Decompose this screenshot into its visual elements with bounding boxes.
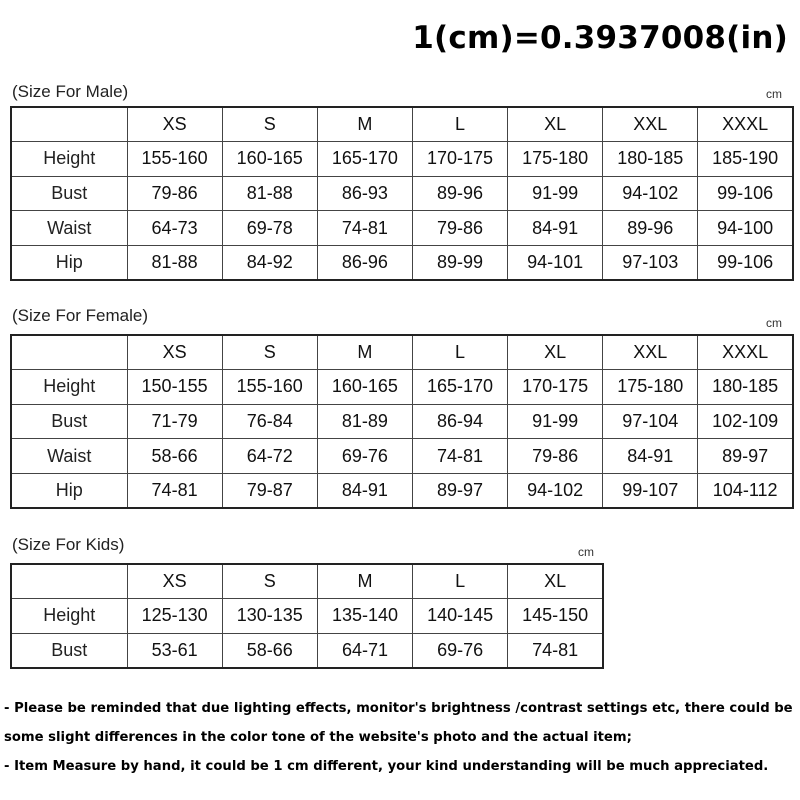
size-header-cell: XXXL — [698, 107, 793, 142]
size-header-cell: L — [412, 107, 507, 142]
size-header-cell: XL — [508, 335, 603, 370]
measurement-value-cell: 86-96 — [317, 245, 412, 280]
measurement-label-cell: Bust — [11, 633, 127, 668]
measurement-value-cell: 125-130 — [127, 599, 222, 634]
measurement-value-cell: 99-107 — [603, 473, 698, 508]
measurement-value-cell: 79-86 — [127, 176, 222, 211]
measurement-value-cell: 94-102 — [508, 473, 603, 508]
male-size-table — [10, 106, 794, 281]
measurement-value-cell: 94-101 — [508, 245, 603, 280]
measurement-value-cell: 81-89 — [317, 404, 412, 439]
size-header-cell: L — [412, 335, 507, 370]
measurement-value-cell: 81-88 — [127, 245, 222, 280]
kids-size-table — [10, 563, 604, 669]
size-header-cell: M — [317, 335, 412, 370]
female-section-title: (Size For Female) — [12, 306, 149, 325]
measurement-value-cell: 150-155 — [127, 370, 222, 405]
measurement-value-cell: 74-81 — [317, 211, 412, 246]
measurement-value-cell: 102-109 — [698, 404, 793, 439]
measurement-value-cell: 79-86 — [412, 211, 507, 246]
measurement-value-cell: 84-92 — [222, 245, 317, 280]
measurement-value-cell: 130-135 — [222, 599, 317, 634]
measurement-value-cell: 165-170 — [412, 370, 507, 405]
measurement-value-cell: 71-79 — [127, 404, 222, 439]
measurement-value-cell: 64-71 — [317, 633, 412, 668]
measurement-value-cell: 99-106 — [698, 245, 793, 280]
size-header-cell: XXXL — [698, 335, 793, 370]
measurement-value-cell: 175-180 — [508, 142, 603, 177]
table-row — [11, 599, 603, 634]
female-size-table — [10, 334, 794, 509]
size-header-cell: M — [317, 107, 412, 142]
measurement-label-cell: Height — [11, 370, 127, 405]
measurement-value-cell: 74-81 — [508, 633, 603, 668]
measurement-value-cell: 91-99 — [508, 176, 603, 211]
measurement-value-cell: 84-91 — [317, 473, 412, 508]
measurement-value-cell: 140-145 — [413, 599, 508, 634]
size-header-cell: L — [413, 564, 508, 599]
female-unit-label: cm — [766, 316, 782, 330]
measurement-label-cell: Waist — [11, 211, 127, 246]
measurement-value-cell: 160-165 — [317, 370, 412, 405]
measurement-value-cell: 69-76 — [317, 439, 412, 474]
size-header-cell: XXL — [603, 107, 698, 142]
measurement-value-cell: 145-150 — [508, 599, 603, 634]
table-row — [11, 211, 793, 246]
measurement-value-cell: 89-96 — [412, 176, 507, 211]
measurement-label-cell: Height — [11, 142, 127, 177]
measurement-value-cell: 97-103 — [603, 245, 698, 280]
table-row — [11, 370, 793, 405]
size-header-cell: S — [222, 335, 317, 370]
measurement-label-cell: Waist — [11, 439, 127, 474]
size-header-cell: S — [222, 107, 317, 142]
measurement-value-cell: 84-91 — [603, 439, 698, 474]
measurement-value-cell: 81-88 — [222, 176, 317, 211]
measurement-value-cell: 64-72 — [222, 439, 317, 474]
measurement-label-cell: Height — [11, 599, 127, 634]
measurement-value-cell: 170-175 — [412, 142, 507, 177]
table-row — [11, 404, 793, 439]
measurement-value-cell: 180-185 — [603, 142, 698, 177]
table-header-row — [11, 335, 793, 370]
table-row — [11, 142, 793, 177]
size-header-cell: XS — [127, 335, 222, 370]
measurement-value-cell: 69-78 — [222, 211, 317, 246]
note-line: some slight differences in the color tone of the website's photo and the actual item; — [4, 730, 632, 745]
measurement-value-cell: 53-61 — [127, 633, 222, 668]
measurement-value-cell: 94-102 — [603, 176, 698, 211]
table-row — [11, 176, 793, 211]
measurement-value-cell: 155-160 — [127, 142, 222, 177]
measurement-value-cell: 58-66 — [127, 439, 222, 474]
note-line: - Please be reminded that due lighting effects, monitor's brightness /contrast settings etc, there could be — [4, 701, 793, 716]
measurement-label-cell: Bust — [11, 404, 127, 439]
corner-cell — [11, 564, 127, 599]
measurement-value-cell: 76-84 — [222, 404, 317, 439]
measurement-value-cell: 89-99 — [412, 245, 507, 280]
measurement-value-cell: 89-97 — [698, 439, 793, 474]
table-row — [11, 245, 793, 280]
size-header-cell: XXL — [603, 335, 698, 370]
size-header-cell: XL — [508, 107, 603, 142]
table-row — [11, 439, 793, 474]
measurement-value-cell: 155-160 — [222, 370, 317, 405]
measurement-value-cell: 74-81 — [127, 473, 222, 508]
measurement-value-cell: 84-91 — [508, 211, 603, 246]
measurement-value-cell: 86-94 — [412, 404, 507, 439]
conversion-headline: 1(cm)=0.3937008(in) — [412, 20, 788, 56]
measurement-value-cell: 97-104 — [603, 404, 698, 439]
kids-section-title: (Size For Kids) — [12, 535, 125, 554]
size-header-cell: XL — [508, 564, 603, 599]
measurement-value-cell: 79-87 — [222, 473, 317, 508]
table-header-row — [11, 107, 793, 142]
measurement-value-cell: 160-165 — [222, 142, 317, 177]
measurement-value-cell: 69-76 — [413, 633, 508, 668]
measurement-label-cell: Hip — [11, 245, 127, 280]
measurement-value-cell: 170-175 — [508, 370, 603, 405]
size-header-cell: S — [222, 564, 317, 599]
measurement-value-cell: 64-73 — [127, 211, 222, 246]
measurement-value-cell: 89-96 — [603, 211, 698, 246]
corner-cell — [11, 107, 127, 142]
size-header-cell: M — [317, 564, 412, 599]
measurement-value-cell: 180-185 — [698, 370, 793, 405]
table-row — [11, 473, 793, 508]
measurement-value-cell: 89-97 — [412, 473, 507, 508]
table-row — [11, 633, 603, 668]
disclaimer-notes — [4, 694, 794, 781]
corner-cell — [11, 335, 127, 370]
measurement-label-cell: Bust — [11, 176, 127, 211]
male-section-title: (Size For Male) — [12, 82, 129, 101]
measurement-value-cell: 74-81 — [412, 439, 507, 474]
table-header-row — [11, 564, 603, 599]
note-line: - Item Measure by hand, it could be 1 cm different, your kind understanding will be much appreciated. — [4, 759, 769, 774]
measurement-value-cell: 185-190 — [698, 142, 793, 177]
size-header-cell: XS — [127, 107, 222, 142]
measurement-value-cell: 99-106 — [698, 176, 793, 211]
male-unit-label: cm — [766, 87, 782, 101]
kids-unit-label: cm — [578, 545, 594, 559]
measurement-label-cell: Hip — [11, 473, 127, 508]
measurement-value-cell: 94-100 — [698, 211, 793, 246]
measurement-value-cell: 91-99 — [508, 404, 603, 439]
measurement-value-cell: 58-66 — [222, 633, 317, 668]
size-header-cell: XS — [127, 564, 222, 599]
measurement-value-cell: 175-180 — [603, 370, 698, 405]
measurement-value-cell: 79-86 — [508, 439, 603, 474]
measurement-value-cell: 165-170 — [317, 142, 412, 177]
measurement-value-cell: 135-140 — [317, 599, 412, 634]
measurement-value-cell: 104-112 — [698, 473, 793, 508]
measurement-value-cell: 86-93 — [317, 176, 412, 211]
